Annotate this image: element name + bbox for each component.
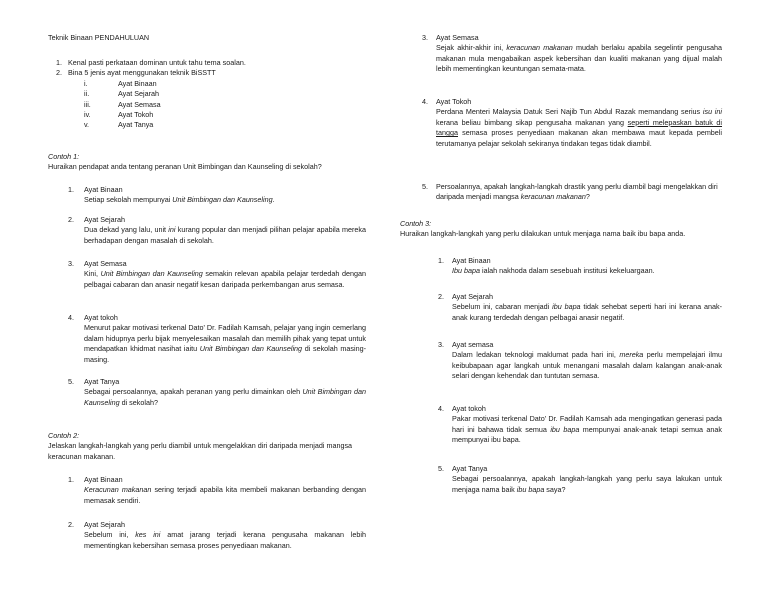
intro-list bbox=[48, 58, 348, 131]
intro-item: 1. Kenal pasti perkataan dominan untuk tahu tema soalan. bbox=[56, 58, 246, 67]
example-1-item-1: 1. Ayat Binaan Setiap sekolah mempunyai Unit Bimbingan dan Kaunseling. bbox=[68, 185, 275, 205]
example-3-item-1: 1. Ayat Binaan Ibu bapa ialah nakhoda dalam sesebuah institusi kekeluargaan. bbox=[438, 256, 655, 276]
example-question: Huraikan langkah-langkah yang perlu dilakukan untuk menjaga nama baik ibu bapa anda. bbox=[400, 229, 686, 239]
example-3 bbox=[400, 219, 722, 240]
document-title: Teknik Binaan PENDAHULUAN bbox=[48, 33, 150, 42]
sub-item: ii. Ayat Sejarah bbox=[84, 89, 160, 99]
example-2-item-4: 4. Ayat Tokoh Perdana Menteri Malaysia Datuk Seri Najib Tun Abdul Razak memandang serius isu ini kerana beliau bimbang sikap pengusaha makanan yang seperti melepaskan batuk di tangga semasa proses penyediaan makanan akan membawa maut kepada pembeli terutamanya pelajar sekolah sekiranya tindakan tegas tidak diambil. bbox=[422, 97, 723, 148]
intro-item: 2. Bina 5 jenis ayat menggunakan teknik BiSSTT bbox=[56, 68, 216, 78]
example-heading: Contoh 1: bbox=[48, 152, 80, 161]
example-3-item-2: 2. Ayat Sejarah Sebelum ini, cabaran menjadi ibu bapa tidak sehebat seperti hari ini kerana anak-anak kurang terdedah dengan pelbagai anasir negatif. bbox=[438, 292, 723, 322]
example-1-item-4: 4. Ayat tokoh Menurut pakar motivasi terkenal Dato' Dr. Fadilah Kamsah, pelajar yang ingin cemerlang dalam hidupnya perlu bijak menyelesaikan masalah dan memilih pihak yang tepat untuk mendapatkan khidmat nasihat iaitu Unit Bimbingan dan Kaunseling di sekolah masing-masing. bbox=[68, 313, 366, 364]
example-question: Huraikan pendapat anda tentang peranan Unit Bimbingan dan Kaunseling di sekolah? bbox=[48, 162, 322, 172]
example-2-item-3: 3. Ayat Semasa Sejak akhir-akhir ini, keracunan makanan mudah berlaku apabila segelintir pengusaha makanan mula mengabaikan aspek kebersihan dan kualiti makanan yang dijual malah lebih mementingkan keuntungan semata-mata. bbox=[422, 33, 722, 74]
sub-item: iv. Ayat Tokoh bbox=[84, 110, 154, 120]
example-2 bbox=[48, 431, 366, 462]
example-3-item-4: 4. Ayat tokoh Pakar motivasi terkenal Dato' Dr. Fadilah Kamsah ada mengingatkan generasi pada hari ini bahawa tidak semua ibu bapa mempunyai anak-anak tetapi semua anak mempunyai ibu bapa. bbox=[438, 404, 723, 445]
example-2-item-1: 1. Ayat Binaan Keracunan makanan sering terjadi apabila kita membeli makanan berbanding dengan memasak sendiri. bbox=[68, 475, 366, 505]
sub-item: v. Ayat Tanya bbox=[84, 120, 154, 130]
sub-item: i. Ayat Binaan bbox=[84, 78, 157, 88]
example-2-item-2: 2. Ayat Sejarah Sebelum ini, kes ini amat jarang terjadi kerana pengusaha makanan lebih mementingkan kebersihan semasa proses penyediaan makanan. bbox=[68, 520, 366, 550]
example-1-item-5: 5. Ayat Tanya Sebagai persoalannya, apakah peranan yang perlu dimainkan oleh Unit Bimbingan dan Kaunseling di sekolah? bbox=[68, 377, 366, 407]
example-question: Jelaskan langkah-langkah yang perlu diambil untuk mengelakkan diri daripada menjadi mangsa keracunan makanan. bbox=[48, 441, 353, 461]
example-heading: Contoh 2: bbox=[48, 431, 80, 440]
example-1-item-3: 3. Ayat Semasa Kini, Unit Bimbingan dan Kaunseling semakin relevan apabila pelajar terdedah dengan pelbagai cabaran dan anasir negatif kesan daripada perkembangan arus semasa. bbox=[68, 259, 366, 289]
example-heading: Contoh 3: bbox=[400, 219, 432, 228]
sub-item: iii. Ayat Semasa bbox=[84, 99, 161, 109]
example-2-item-5: 5. Persoalannya, apakah langkah-langkah drastik yang perlu diambil bagi mengelakkan diri daripada menjadi mangsa keracunan makanan? bbox=[422, 182, 718, 202]
example-1 bbox=[48, 152, 366, 173]
example-1-item-2: 2. Ayat Sejarah Dua dekad yang lalu, unit ini kurang popular dan menjadi pilihan pelajar apabila mereka berhadapan dengan masalah di sekolah. bbox=[68, 215, 366, 245]
example-3-item-3: 3. Ayat semasa Dalam ledakan teknologi maklumat pada hari ini, mereka perlu mempelajari ilmu keibubapaan agar langkah untuk menangani masalah dalam kalangan anak-anak selari dengan kehendak dan tuntutan semasa. bbox=[438, 340, 723, 381]
example-3-item-5: 5. Ayat Tanya Sebagai persoalannya, apakah langkah-langkah yang perlu saya lakukan untuk menjaga nama baik ibu bapa saya? bbox=[438, 464, 722, 494]
